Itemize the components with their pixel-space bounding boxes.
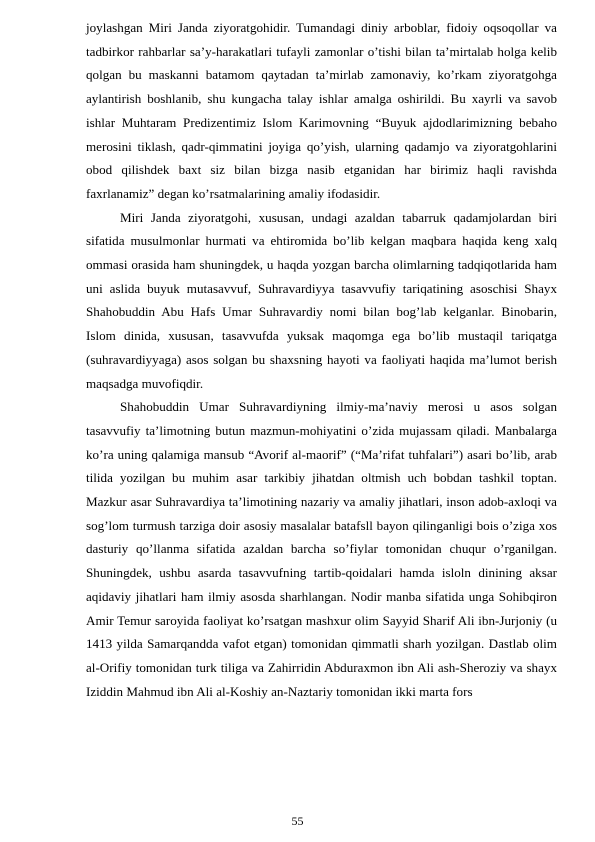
page-number: 55 [291, 814, 304, 828]
paragraph-1: joylashgan Miri Janda ziyoratgohidir. Tumandagi diniy arboblar, fidoiy oqsoqollar va tadbirkor rahbarlar sa’y-harakatlari tufayli zamonlar o’tishi bilan ta’mirtalab holga kelib qolgan bu maskanni batamom qaytadan ta’mirlab zamonaviy, ko’rkam ziyoratgohga aylantirish boshlanib, shu kungacha talay ishlar amalga oshirildi. Bu xayrli va savob ishlar Muhtaram Predizentimiz Islom Karimovning “Buyuk ajdodlarimizning bebaho merosini tiklash, qadr-qimmatini joyiga qo’yish, ularning qadamjo va ziyoratgohlarini obod qilishdek baxt siz bilan bizga nasib etganidan har birimiz haqli ravishda faxrlanamiz” degan ko’rsatmalarining amaliy ifodasidir. [86, 20, 557, 201]
paragraph-2: Miri Janda ziyoratgohi, xususan, undagi azaldan tabarruk qadamjolardan biri sifatida musulmonlar hurmati va ehtiromida bo’lib kelgan maqbara haqida keng xalq ommasi orasida ham shuningdek, u haqda yozgan barcha olimlarning tadqiqotlarida ham uni aslida buyuk mutasavvuf, Suhravardiyya tasavvufiy tariqatining asoschisi Shayx Shahobuddin Abu Hafs Umar Suhravardiy nomi bilan bog’lab kelganlar. Binobarin, Islom dinida, xususan, tasavvufda yuksak maqomga ega bo’lib mustaqil tariqatga (suhravardiyyaga) asos solgan bu shaxsning hayoti va faoliyati haqida ma’lumot berish maqsadga muvofiqdir. [86, 209, 557, 391]
body-text [86, 16, 557, 703]
paragraph-3: Shahobuddin Umar Suhravardiyning ilmiy-ma’naviy merosi u asos solgan tasavvufiy ta’limotning butun mazmun-mohiyatini o’zida mujassam qiladi. Manbalarga ko’ra uning qalamiga mansub “Avorif al-maorif” (“Ma’rifat tuhfalari”) asari bo’lib, arab tilida yozilgan bu muhim asar tarkibiy jihatdan oltmish uch bobdan tashkil toptan. Mazkur asar Suhravardiya ta’limotining nazariy va amaliy jihatlari, inson adob-axloqi va sog’lom turmush tarziga doir asosiy masalalar batafsll bayon qilinganligi bois o’ziga xos dasturiy qo’llanma sifatida azaldan barcha so’fiylar tomonidan chuqur o’rganilgan. Shuningdek, ushbu asarda tasavvufning tartib-qoidalari hamda isloln dinining aksar aqidaviy jihatlari ham ilmiy asosda sharhlangan. Nodir manba sifatida unga Sohibqiron Amir Temur saroyida faoliyat ko’rsatgan mashxur olim Sayyid Sharif Ali ibn-Jurjoniy (u 1413 yilda Samarqandda vafot etgan) tomonidan qimmatli sharh yozilgan. Dastlab olim al-Orifiy tomonidan turk tiliga va Zahirridin Abduraxmon ibn Ali ash-Sheroziy va shayx Iziddin Mahmud ibn Ali al-Koshiy an-Naztariy tomonidan ikki marta fors [86, 399, 557, 699]
